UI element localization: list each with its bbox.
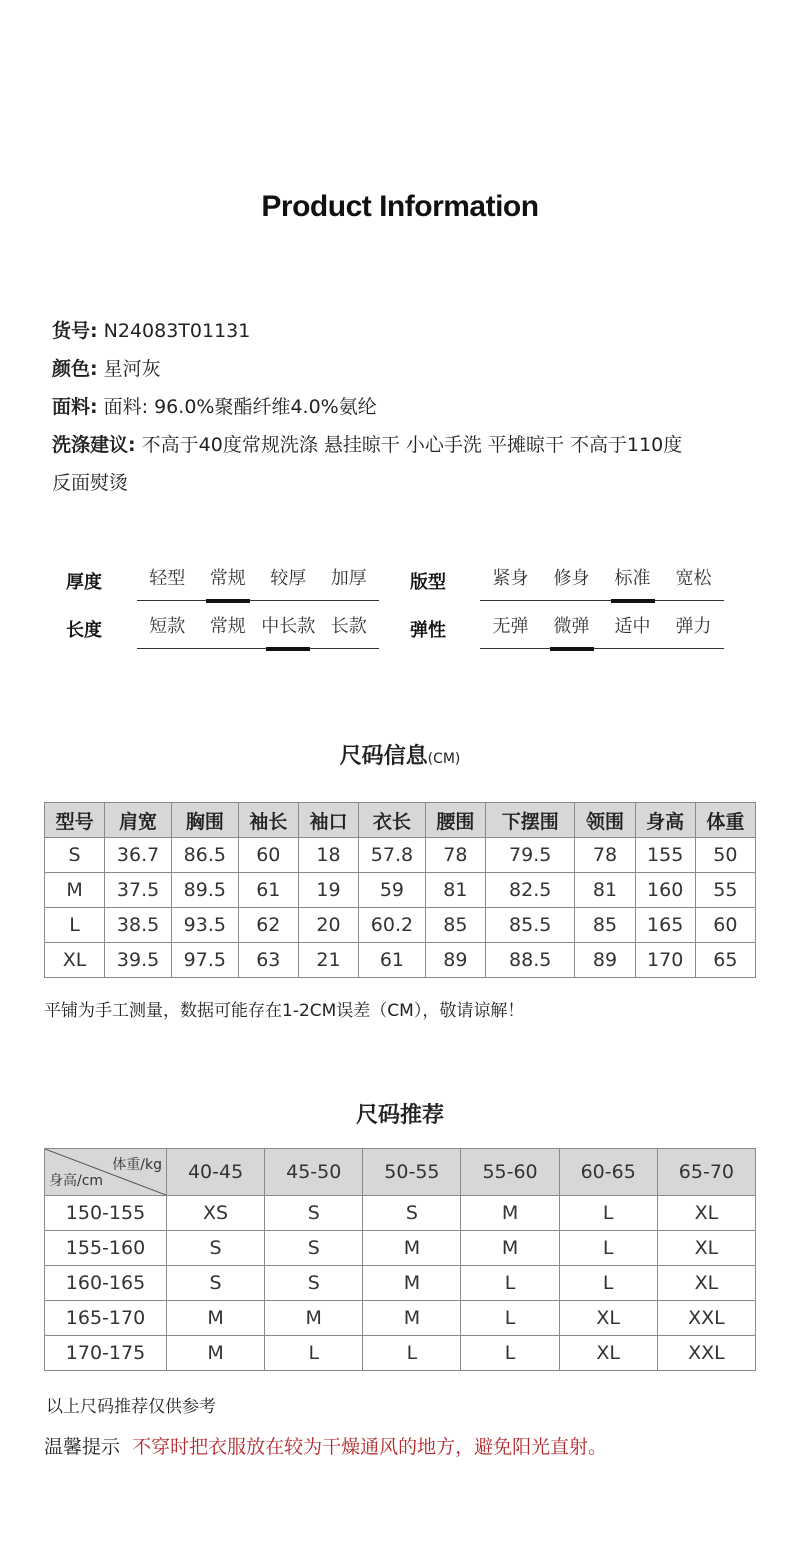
recommend-size-cell: XL [657, 1231, 755, 1266]
table-row [45, 908, 756, 943]
table-row [45, 1266, 756, 1301]
recommend-note: 以上尺码推荐仅供参考 [46, 1397, 216, 1417]
table-row [45, 1301, 756, 1336]
size-header-cell: 型号 [45, 803, 105, 838]
size-cell: 20 [298, 908, 358, 943]
weight-header-cell: 65-70 [657, 1149, 755, 1196]
fit-option: 宽松 [675, 568, 712, 589]
recommend-size-cell: XL [657, 1266, 755, 1301]
fabric-label: 面料: [52, 396, 98, 418]
elasticity-option: 微弹 [541, 610, 602, 648]
size-cell: 165 [635, 908, 695, 943]
height-cell: 160-165 [45, 1266, 167, 1301]
size-header-cell: 肩宽 [105, 803, 172, 838]
size-cell: 59 [359, 873, 426, 908]
measure-note: 平铺为手工测量，数据可能存在1-2CM误差（CM），敬请谅解！ [44, 1001, 525, 1021]
recommend-size-cell: M [461, 1196, 559, 1231]
recommend-size-cell: XS [167, 1196, 265, 1231]
recommend-size-cell: XL [559, 1301, 657, 1336]
recommend-size-cell: L [559, 1266, 657, 1301]
recommend-size-cell: XL [657, 1196, 755, 1231]
elasticity-label: 弹性 [410, 620, 446, 641]
size-cell: 61 [238, 873, 298, 908]
size-cell: 85 [425, 908, 485, 943]
height-cell: 150-155 [45, 1196, 167, 1231]
height-cell: 155-160 [45, 1231, 167, 1266]
size-cell: 160 [635, 873, 695, 908]
recommend-size-cell: XXL [657, 1301, 755, 1336]
size-cell: 81 [425, 873, 485, 908]
size-cell: XL [45, 943, 105, 978]
size-info-title-text: 尺码信息 [339, 744, 428, 769]
size-info-title [0, 739, 800, 770]
size-cell: 37.5 [105, 873, 172, 908]
length-label: 长度 [66, 620, 102, 641]
sku-row [52, 312, 772, 350]
size-cell: 60 [238, 838, 298, 873]
recommend-size-cell: S [363, 1196, 461, 1231]
size-header-cell: 胸围 [171, 803, 238, 838]
size-cell: 55 [695, 873, 755, 908]
size-header-cell: 身高 [635, 803, 695, 838]
recommend-size-cell: L [461, 1336, 559, 1371]
elasticity-option: 无弹 [492, 616, 529, 637]
size-header-cell: 领围 [575, 803, 635, 838]
fit-option: 标准 [602, 562, 663, 600]
recommend-size-cell: L [461, 1301, 559, 1336]
fit-option: 修身 [553, 568, 590, 589]
size-cell: 57.8 [359, 838, 426, 873]
size-cell: 81 [575, 873, 635, 908]
color-label: 颜色: [52, 358, 98, 380]
size-cell: 19 [298, 873, 358, 908]
size-cell: 50 [695, 838, 755, 873]
size-cell: 63 [238, 943, 298, 978]
size-cell: 170 [635, 943, 695, 978]
size-cell: 89 [425, 943, 485, 978]
size-header-cell: 体重 [695, 803, 755, 838]
size-cell: 89 [575, 943, 635, 978]
size-cell: 39.5 [105, 943, 172, 978]
weight-header-cell: 60-65 [559, 1149, 657, 1196]
size-cell: M [45, 873, 105, 908]
sku-label: 货号: [52, 320, 98, 342]
size-cell: 61 [359, 943, 426, 978]
size-cell: 78 [575, 838, 635, 873]
size-table-header [45, 803, 756, 838]
size-header-cell: 腰围 [425, 803, 485, 838]
size-cell: 36.7 [105, 838, 172, 873]
recommend-size-cell: L [559, 1231, 657, 1266]
size-cell: 65 [695, 943, 755, 978]
recommend-size-cell: L [363, 1336, 461, 1371]
size-info-unit: (CM) [427, 751, 461, 767]
thickness-options [137, 562, 379, 601]
table-row [45, 873, 756, 908]
size-header-cell: 下摆围 [485, 803, 574, 838]
table-row [45, 1336, 756, 1371]
size-cell: 89.5 [171, 873, 238, 908]
recommend-size-cell: M [363, 1266, 461, 1301]
size-header-cell: 袖口 [298, 803, 358, 838]
thickness-option: 轻型 [149, 568, 186, 589]
height-cell: 165-170 [45, 1301, 167, 1336]
color-row [52, 350, 772, 388]
fabric-value: 面料: 96.0%聚酯纤维4.0%氨纶 [103, 396, 377, 418]
recommend-size-cell: S [265, 1196, 363, 1231]
wash-value-2: 反面熨烫 [52, 472, 129, 494]
size-cell: 85.5 [485, 908, 574, 943]
recommend-size-cell: XXL [657, 1336, 755, 1371]
length-options [137, 610, 379, 649]
sku-value: N24083T01131 [103, 320, 251, 342]
size-cell: 155 [635, 838, 695, 873]
recommend-table [44, 1148, 756, 1371]
size-cell: 62 [238, 908, 298, 943]
length-option: 短款 [149, 616, 186, 637]
wash-label: 洗涤建议: [52, 434, 136, 456]
size-cell: 93.5 [171, 908, 238, 943]
care-tip [44, 1432, 607, 1459]
length-option: 常规 [209, 616, 246, 637]
recommend-size-cell: M [363, 1301, 461, 1336]
thickness-option: 较厚 [270, 568, 307, 589]
wash-value: 不高于40度常规洗涤 悬挂晾干 小心手洗 平摊晾干 不高于110度 [141, 434, 683, 456]
color-value: 星河灰 [103, 358, 161, 380]
size-header-cell: 衣长 [359, 803, 426, 838]
recommend-size-cell: M [363, 1231, 461, 1266]
recommend-size-cell: M [265, 1301, 363, 1336]
size-cell: 79.5 [485, 838, 574, 873]
recommend-size-cell: XL [559, 1336, 657, 1371]
size-header-cell: 袖长 [238, 803, 298, 838]
size-table [44, 802, 756, 978]
tip-text: 不穿时把衣服放在较为干燥通风的地方，避免阳光直射。 [132, 1436, 608, 1458]
size-cell: 60 [695, 908, 755, 943]
table-row [45, 1196, 756, 1231]
recommend-size-cell: S [265, 1266, 363, 1301]
recommend-size-cell: L [265, 1336, 363, 1371]
recommend-size-cell: M [167, 1336, 265, 1371]
size-cell: 97.5 [171, 943, 238, 978]
recommend-size-cell: S [265, 1231, 363, 1266]
thickness-option: 加厚 [330, 568, 367, 589]
table-row [45, 838, 756, 873]
recommend-size-cell: S [167, 1231, 265, 1266]
size-cell: 38.5 [105, 908, 172, 943]
length-option: 中长款 [258, 610, 319, 648]
size-cell: 88.5 [485, 943, 574, 978]
thickness-label: 厚度 [66, 572, 102, 593]
recommend-size-cell: M [461, 1231, 559, 1266]
size-cell: 82.5 [485, 873, 574, 908]
elasticity-option: 适中 [614, 616, 651, 637]
product-info [52, 312, 772, 502]
corner-weight: 体重/kg [112, 1157, 162, 1173]
elasticity-options [480, 610, 724, 649]
size-cell: 86.5 [171, 838, 238, 873]
size-cell: S [45, 838, 105, 873]
fit-option: 紧身 [492, 568, 529, 589]
fit-options [480, 562, 724, 601]
elasticity-option: 弹力 [675, 616, 712, 637]
recommend-size-cell: L [559, 1196, 657, 1231]
weight-header-cell: 55-60 [461, 1149, 559, 1196]
recommend-size-cell: L [461, 1266, 559, 1301]
recommend-title: 尺码推荐 [355, 1103, 444, 1128]
size-cell: 78 [425, 838, 485, 873]
weight-header-cell: 45-50 [265, 1149, 363, 1196]
corner-cell [45, 1149, 167, 1196]
recommend-size-cell: M [167, 1301, 265, 1336]
size-cell: L [45, 908, 105, 943]
recommend-size-cell: S [167, 1266, 265, 1301]
recommend-table-header [45, 1149, 756, 1196]
fabric-row [52, 388, 772, 426]
page-title: Product Information [261, 190, 539, 223]
weight-header-cell: 50-55 [363, 1149, 461, 1196]
height-cell: 170-175 [45, 1336, 167, 1371]
table-row [45, 1231, 756, 1266]
wash-row-2 [52, 464, 772, 502]
table-row [45, 943, 756, 978]
corner-height: 身高/cm [49, 1173, 104, 1189]
size-cell: 60.2 [359, 908, 426, 943]
fit-label: 版型 [410, 572, 446, 593]
size-cell: 85 [575, 908, 635, 943]
weight-header-cell: 40-45 [167, 1149, 265, 1196]
size-cell: 18 [298, 838, 358, 873]
size-cell: 21 [298, 943, 358, 978]
tip-label: 温馨提示 [44, 1436, 121, 1458]
thickness-option: 常规 [198, 562, 259, 600]
length-option: 长款 [330, 616, 367, 637]
wash-row [52, 426, 772, 464]
